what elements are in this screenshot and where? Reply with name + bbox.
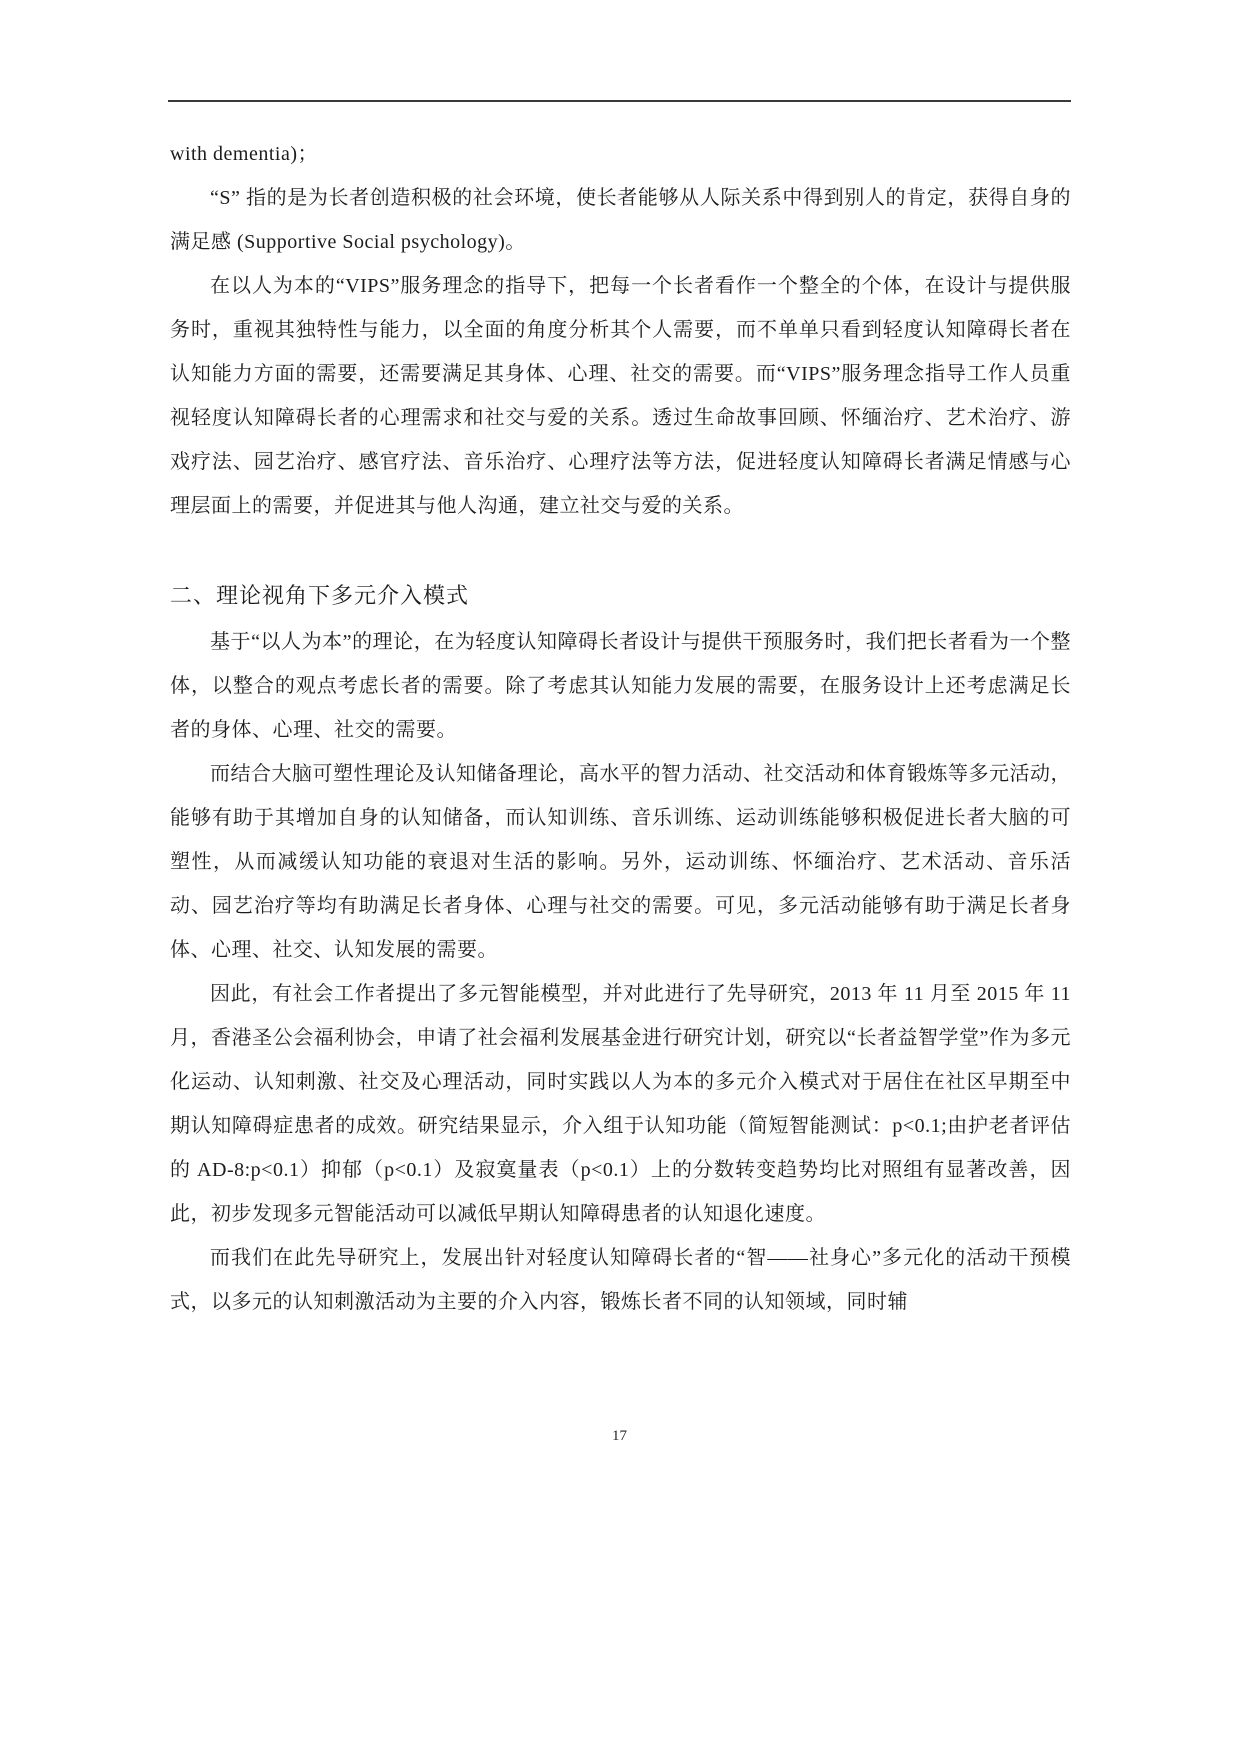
paragraph-person-centered-theory: 基于“以人为本”的理论，在为轻度认知障碍长者设计与提供干预服务时，我们把长者看为一个整体，以整合的观点考虑长者的需要。除了考虑其认知能力发展的需要，在服务设计上还考虑满足长者的身体、心理、社交的需要。	[170, 631, 1071, 741]
paragraph-vips-concept: 在以人为本的“VIPS”服务理念的指导下，把每一个长者看作一个整全的个体，在设计与提供服务时，重视其独特性与能力，以全面的角度分析其个人需要，而不单单只看到轻度认知障碍长者在认知能力方面的需要，还需要满足其身体、心理、社交的需要。而“VIPS”服务理念指导工作人员重视轻度认知障碍长者的心理需求和社交与爱的关系。透过生命故事回顾、怀缅治疗、艺术治疗、游戏疗法、园艺治疗、感官疗法、音乐治疗、心理疗法等方法，促进轻度认知障碍长者满足情感与心理层面上的需要，并促进其与他人沟通，建立社交与爱的关系。	[170, 275, 1071, 517]
paragraph-brain-plasticity: 而结合大脑可塑性理论及认知储备理论，高水平的智力活动、社交活动和体育锻炼等多元活动，能够有助于其增加自身的认知储备，而认知训练、音乐训练、运动训练能够积极促进长者大脑的可塑性，从而减缓认知功能的衰退对生活的影响。另外，运动训练、怀缅治疗、艺术活动、音乐活动、园艺治疗等均有助满足长者身体、心理与社交的需要。可见，多元活动能够有助于满足长者身体、心理、社交、认知发展的需要。	[170, 763, 1071, 961]
paragraph-s-definition: “S” 指的是为长者创造积极的社会环境，使长者能够从人际关系中得到别人的肯定，获得自身的满足感 (Supportive Social psychology)。	[170, 187, 1071, 253]
page-number: 17	[612, 1428, 627, 1444]
paragraph-intervention-model: 而我们在此先导研究上，发展出针对轻度认知障碍长者的“智——社身心”多元化的活动干预模式，以多元的认知刺激活动为主要的介入内容，锻炼长者不同的认知领域，同时辅	[170, 1247, 1071, 1313]
section-heading: 二、理论视角下多元介入模式	[170, 583, 470, 608]
paragraph-continuation: with dementia)；	[170, 143, 319, 165]
header-rule	[168, 100, 1071, 102]
page-content	[170, 132, 1071, 1324]
paragraph-pilot-study: 因此，有社会工作者提出了多元智能模型，并对此进行了先导研究，2013 年 11 月至 2015 年 11 月，香港圣公会福利协会，申请了社会福利发展基金进行研究计划，研究以“长者益智学堂”作为多元化运动、认知刺激、社交及心理活动，同时实践以人为本的多元介入模式对于居住在社区早期至中期认知障碍症患者的成效。研究结果显示，介入组于认知功能（简短智能测试：p<0.1;由护老者评估的 AD-8:p<0.1）抑郁（p<0.1）及寂寞量表（p<0.1）上的分数转变趋势均比对照组有显著改善，因此，初步发现多元智能活动可以减低早期认知障碍患者的认知退化速度。	[170, 983, 1071, 1225]
